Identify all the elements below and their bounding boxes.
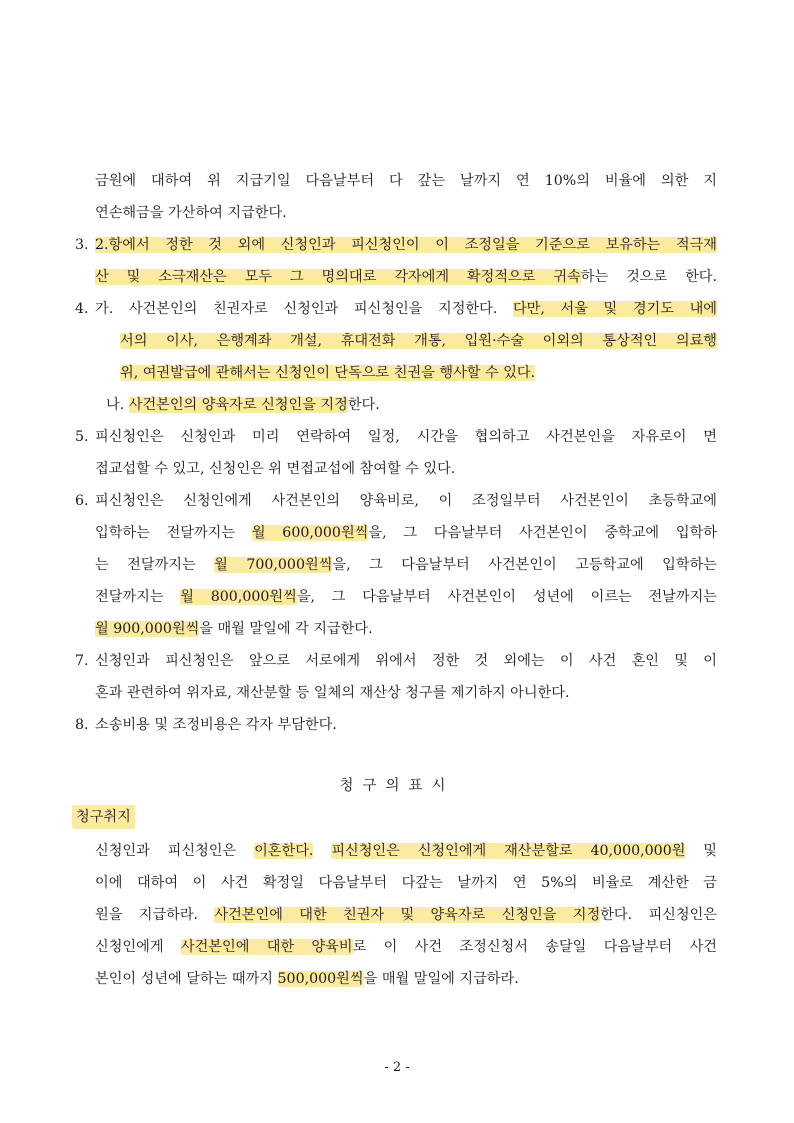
item-6-text: 을 매월 말일에 각 지급한다. <box>199 621 373 637</box>
item-6-text: 을, 그 다음날부터 사건본인이 중학교에 입학하 <box>368 525 717 541</box>
highlight: 피신청인은 신청인에게 재산분할로 40,000,000원 <box>331 843 686 859</box>
item-3-line-1 <box>95 234 717 256</box>
highlight: 사건본인에 대한 친권자 및 양육자로 신청인을 지정 <box>214 907 601 923</box>
claims-line-4 <box>95 936 717 958</box>
claims-line-2: 이에 대하여 이 사건 확정일 다음날부터 다갚는 날까지 연 5%의 비율로 계산한 금 <box>95 875 717 891</box>
item-6-line-2 <box>95 522 717 544</box>
claims-text: 본인이 성년에 달하는 때까지 <box>95 971 273 987</box>
child-support-amount-3: 월 800,000원씩 <box>180 589 297 605</box>
child-support-amount-1: 월 600,000원씩 <box>251 525 369 541</box>
highlight: 사건본인의 양육자로 신청인을 지정 <box>128 397 348 413</box>
claims-text: 신청인에게 <box>95 939 164 955</box>
item-7-line-1: 신청인과 피신청인은 앞으로 서로에게 위에서 정한 것 외에는 이 사건 혼인 및 이 <box>95 653 717 669</box>
highlight: 위, 여권발급에 관해서는 신청인이 단독으로 친권을 행사할 수 있다. <box>120 365 536 381</box>
item-4-number: 4. <box>75 301 89 317</box>
claims-text: 및 <box>703 843 718 859</box>
item-6-line-5 <box>95 618 373 640</box>
item-4-ga-line-3 <box>120 362 535 384</box>
item-4-na-line <box>106 394 380 416</box>
claims-text: 원을 지급하라. <box>95 907 199 923</box>
item-6-text: 입학하는 전달까지는 <box>95 525 236 541</box>
child-support-amount-4: 월 900,000원씩 <box>95 621 200 637</box>
continuation-line-1: 금원에 대하여 위 지급기일 다음날부터 다 갚는 날까지 연 10%의 비율에 의한 지 <box>95 173 717 189</box>
item-5-number: 5. <box>75 429 89 445</box>
item-3-number: 3. <box>75 237 89 253</box>
page-number: - 2 - <box>384 1060 410 1075</box>
claims-text: 로 이 사건 조정신청서 송달일 다음날부터 사건 <box>352 939 717 955</box>
item-5-line-1: 피신청인은 신청인과 미리 연락하여 일정, 시간을 협의하고 사건본인을 자유로이 면 <box>95 429 717 445</box>
item-6-text: 을, 그 다음날부터 사건본인이 고등학교에 입학하는 <box>332 557 718 573</box>
item-6-text: 는 전달까지는 <box>95 557 196 573</box>
claims-line-5 <box>95 968 519 990</box>
continuation-line-2: 연손해금을 가산하여 지급한다. <box>95 205 287 221</box>
claims-line-3 <box>95 904 717 926</box>
item-4-na-tail: 한다. <box>347 397 380 413</box>
highlight: 다만, 서울 및 경기도 내에 <box>512 301 717 317</box>
claims-text: 한다. 피신청인은 <box>600 907 717 923</box>
item-6-number: 6. <box>75 493 89 509</box>
item-5-line-2: 접교섭할 수 있고, 신청인은 위 면접교섭에 참여할 수 있다. <box>95 461 456 477</box>
highlight: 이혼한다. <box>254 843 314 859</box>
claims-text: 신청인과 피신청인은 <box>95 843 237 859</box>
item-8-line-1: 소송비용 및 조정비용은 각자 부담한다. <box>95 717 337 733</box>
item-6-line-3 <box>95 554 717 576</box>
claims-line-1 <box>95 840 717 862</box>
claims-label: 청구취지 <box>72 805 135 829</box>
item-6-line-1: 피신청인은 신청인에게 사건본인의 양육비로, 이 조정일부터 사건본인이 초등학교에 <box>95 493 717 509</box>
item-6-line-4 <box>95 586 717 608</box>
item-3-line-2 <box>95 266 717 288</box>
item-7-line-2: 혼과 관련하여 위자료, 재산분할 등 일체의 재산상 청구를 제기하지 아니한다. <box>95 685 570 701</box>
highlight: 500,000원씩 <box>277 971 364 987</box>
item-4-ga-text: 가. 사건본인의 친권자로 신청인과 피신청인을 지정한다. <box>95 301 498 317</box>
claims-text: 을 매월 말일에 지급하라. <box>363 971 519 987</box>
child-support-amount-2: 월 700,000원씩 <box>214 557 333 573</box>
item-4-ga-line-1 <box>95 298 717 320</box>
claims-title: 청구의표시 <box>339 778 455 794</box>
highlight: 산 및 소극재산은 모두 그 명의대로 각자에게 확정적으로 귀속 <box>95 269 581 285</box>
item-4-ga-line-2 <box>120 330 717 352</box>
item-4-na-mark: 나. <box>106 397 125 413</box>
item-7-number: 7. <box>75 653 89 669</box>
highlight: 사건본인에 대한 양육비 <box>180 939 353 955</box>
highlight: 2.항에서 정한 것 외에 신청인과 피신청인이 이 조정일을 기준으로 보유하는 적극재 <box>95 237 717 253</box>
item-6-text: 을, 그 다음날부터 사건본인이 성년에 이르는 전날까지는 <box>296 589 717 605</box>
item-3-tail: 하는 것으로 한다. <box>580 269 717 285</box>
item-6-text: 전달까지는 <box>95 589 164 605</box>
item-8-number: 8. <box>75 717 89 733</box>
highlight: 서의 이사, 은행계좌 개설, 휴대전화 개통, 입원·수술 이외의 통상적인 의료행 <box>120 333 717 349</box>
